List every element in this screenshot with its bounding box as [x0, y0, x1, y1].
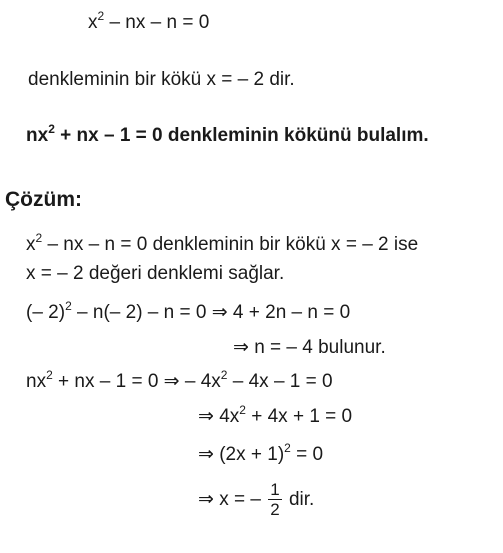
exponent: 2 [239, 403, 246, 417]
solution-heading: Çözüm: [5, 188, 82, 211]
equation-rest: – nx – n = 0 [104, 12, 210, 33]
solution-line-3 [26, 301, 350, 325]
solution-line-4: ⇒ n = – 4 bulunur. [233, 337, 386, 358]
solution-line-5-mid: + nx – 1 = 0 ⇒ – 4x [52, 371, 221, 392]
exponent: 2 [220, 368, 228, 382]
solution-line-5-base: nx [26, 371, 47, 392]
exponent: 2 [48, 122, 55, 136]
solution-line-7-base: ⇒ (2x + 1) [198, 444, 285, 465]
exponent: 2 [46, 368, 53, 382]
solution-line-5 [26, 370, 333, 394]
solution-line-8 [198, 478, 314, 522]
solution-line-6-rest: + 4x + 1 = 0 [245, 406, 353, 427]
solution-line-6 [198, 405, 352, 429]
problem-statement: denkleminin bir kökü x = – 2 dir. [28, 69, 295, 90]
problem-equation [88, 11, 209, 35]
solution-line-7 [198, 443, 323, 467]
fraction [268, 480, 281, 519]
exponent: 2 [97, 9, 105, 23]
exponent: 2 [65, 299, 72, 313]
solution-line-7-rest: = 0 [290, 444, 324, 465]
exponent: 2 [284, 441, 291, 455]
fraction-numerator: 1 [270, 480, 280, 500]
problem-task [26, 124, 429, 148]
exponent: 2 [35, 231, 43, 245]
solution-line-5-rest: – 4x – 1 = 0 [227, 371, 333, 392]
solution-line-1 [26, 233, 418, 257]
solution-line-1-rest: – nx – n = 0 denkleminin bir kökü x = – 2 ise [42, 234, 419, 255]
equation-base: x [88, 12, 98, 33]
task-rest: + nx – 1 = 0 denkleminin kökünü bulalım. [54, 125, 429, 146]
solution-line-3-base: (– 2) [26, 302, 66, 323]
solution-line-3-rest: – n(– 2) – n = 0 ⇒ 4 + 2n – n = 0 [71, 302, 351, 323]
solution-line-1-base: x [26, 234, 36, 255]
solution-line-8-base: ⇒ x = – [198, 489, 267, 510]
fraction-denominator: 2 [270, 500, 280, 520]
solution-line-6-base: ⇒ 4x [198, 406, 240, 427]
solution-line-2: x = – 2 değeri denklemi sağlar. [26, 263, 285, 284]
task-base: nx [26, 125, 49, 146]
solution-line-8-rest: dir. [283, 489, 315, 510]
